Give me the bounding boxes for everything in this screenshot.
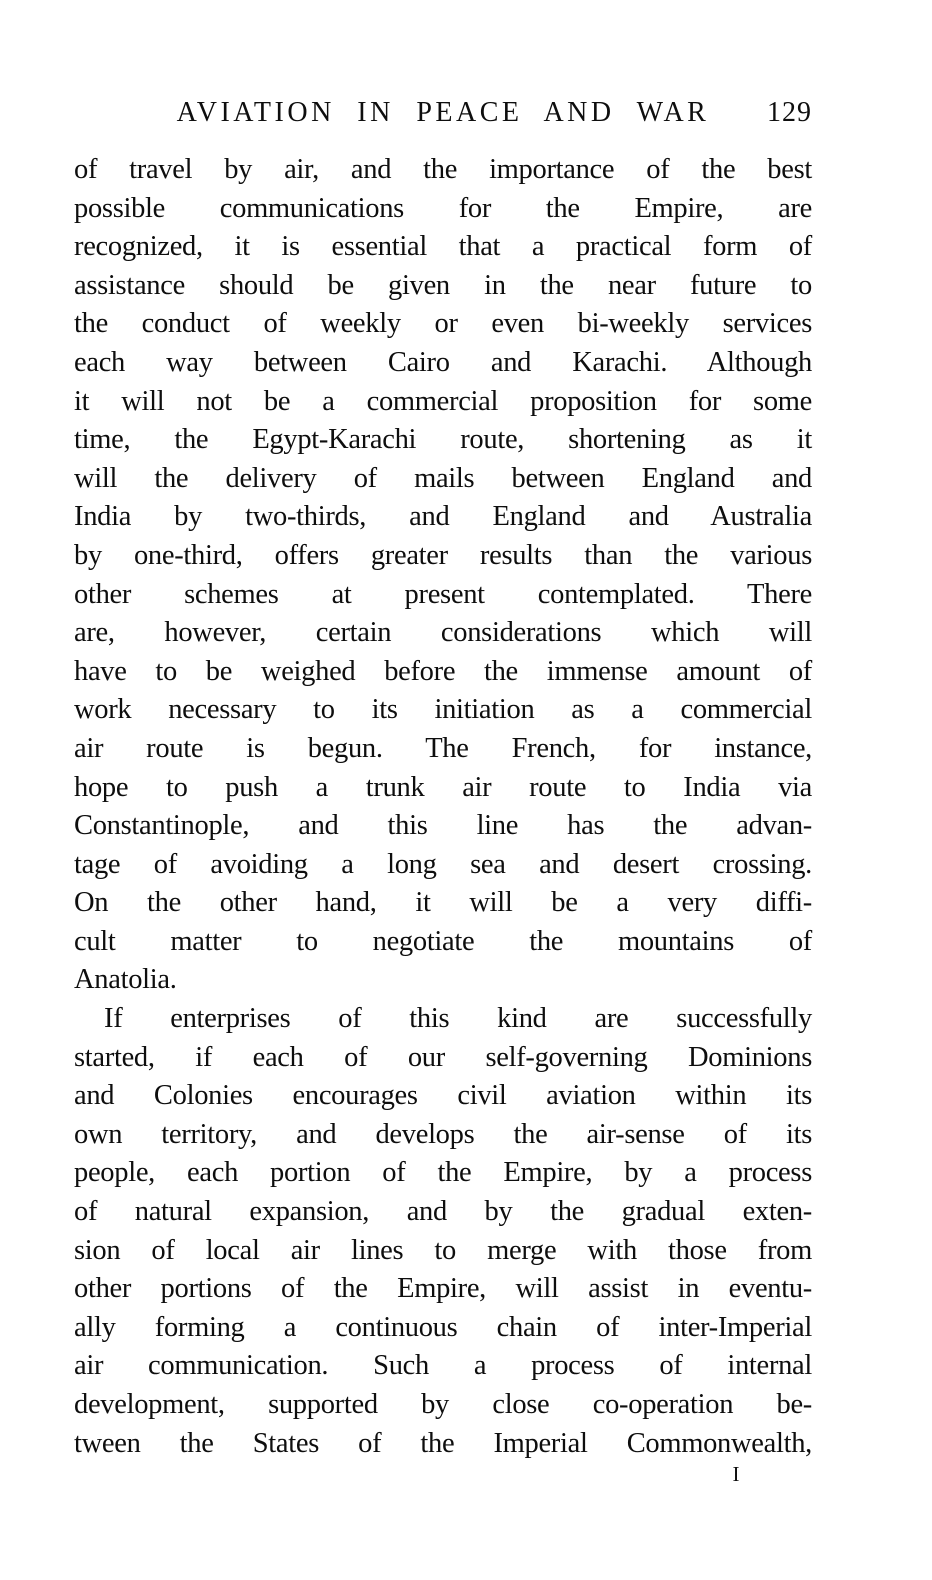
text-line: air route is begun. The French, for instance,	[74, 732, 812, 764]
text-line: Constantinople, and this line has the advan-	[74, 810, 812, 842]
text-line: are, however, certain considerations which will	[74, 617, 812, 649]
text-line: Anatolia.	[74, 964, 177, 996]
text-line: tage of avoiding a long sea and desert crossing.	[74, 848, 812, 880]
text-line: time, the Egypt-Karachi route, shortening as it	[74, 424, 812, 456]
body-text	[74, 151, 812, 1463]
text-line: own territory, and develops the air-sense of its	[74, 1118, 812, 1150]
text-line: other schemes at present contemplated. There	[74, 578, 812, 610]
page-number: 129	[767, 97, 812, 128]
text-line: of natural expansion, and by the gradual exten-	[74, 1196, 812, 1228]
text-line: people, each portion of the Empire, by a process	[74, 1157, 812, 1189]
signature-mark: I	[732, 1462, 740, 1486]
text-line: recognized, it is essential that a practical form of	[74, 231, 812, 263]
text-line: hope to push a trunk air route to India via	[74, 771, 812, 803]
page-header	[74, 96, 812, 132]
text-line: cult matter to negotiate the mountains of	[74, 925, 812, 957]
text-line: If enterprises of this kind are successfully	[104, 1003, 812, 1035]
text-line: and Colonies encourages civil aviation within its	[74, 1080, 812, 1112]
paragraph	[74, 151, 812, 1000]
text-line: the conduct of weekly or even bi-weekly services	[74, 308, 812, 340]
text-line: by one-third, offers greater results than the various	[74, 539, 812, 571]
text-line: India by two-thirds, and England and Australia	[74, 501, 812, 533]
text-line: work necessary to its initiation as a commercial	[74, 694, 812, 726]
text-line: other portions of the Empire, will assist in eventu-	[74, 1273, 812, 1305]
text-line: possible communications for the Empire, are	[74, 192, 812, 224]
text-line: assistance should be given in the near future to	[74, 269, 812, 301]
text-line: tween the States of the Imperial Commonwealth,	[74, 1427, 812, 1459]
text-line: will the delivery of mails between England and	[74, 462, 812, 494]
text-line: each way between Cairo and Karachi. Although	[74, 346, 812, 378]
paragraph	[74, 1000, 812, 1463]
text-line: On the other hand, it will be a very diffi-	[74, 887, 812, 919]
text-line: ally forming a continuous chain of inter-Imperial	[74, 1311, 812, 1343]
text-line: sion of local air lines to merge with those from	[74, 1234, 812, 1266]
text-line: started, if each of our self-governing Dominions	[74, 1041, 812, 1073]
running-head-title: AVIATION IN PEACE AND WAR	[176, 97, 710, 128]
text-line: have to be weighed before the immense amount of	[74, 655, 812, 687]
text-line: it will not be a commercial proposition for some	[74, 385, 812, 417]
text-line: air communication. Such a process of internal	[74, 1350, 812, 1382]
text-line: development, supported by close co-operation be-	[74, 1389, 812, 1420]
text-line: of travel by air, and the importance of the best	[74, 154, 812, 185]
